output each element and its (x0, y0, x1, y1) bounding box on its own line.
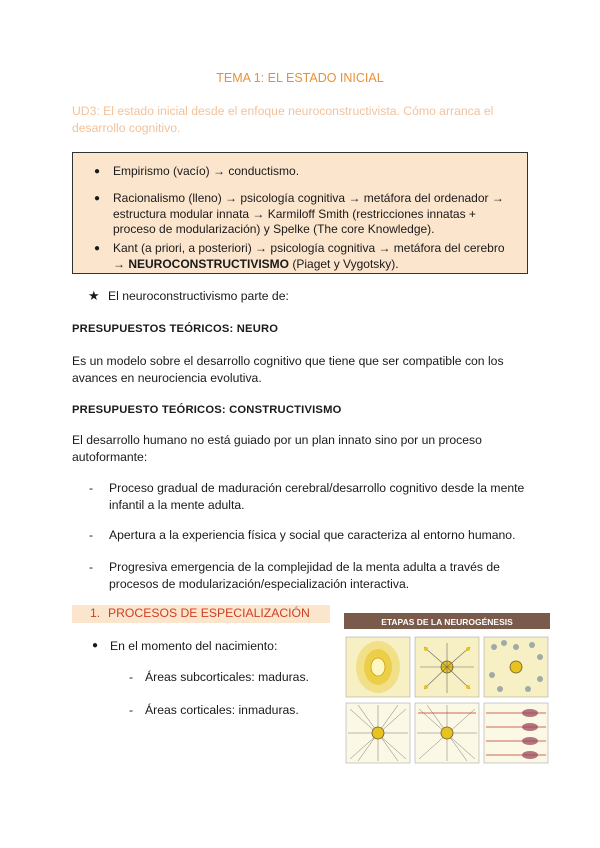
figure-title: ETAPAS DE LA NEUROGÉNESIS (381, 617, 513, 627)
panel-4 (346, 703, 410, 763)
summary-box (72, 152, 528, 274)
bullet-icon: ● (94, 193, 101, 204)
panel-1 (346, 637, 410, 697)
neuroconstructivismo-bold: NEUROCONSTRUCTIVISMO (128, 256, 290, 271)
panel-6 (484, 703, 548, 763)
panel-2 (415, 637, 479, 697)
dash-icon: - (89, 560, 94, 574)
bullet-icon: ● (94, 243, 101, 254)
star-icon: ★ (88, 288, 100, 303)
dash-icon: - (89, 481, 94, 495)
dash-icon: - (89, 528, 94, 542)
section-heading (72, 605, 330, 623)
paragraph-constructivismo: El desarrollo humano no está guiado por un plan innato sino por un proceso autoformante: (72, 433, 482, 464)
dash-icon: - (129, 670, 134, 684)
heading-neuro: PRESUPUESTOS TEÓRICOS: NEURO (72, 323, 279, 335)
box-item-empirismo: ● Empirismo (vacío) → conductismo. (94, 164, 300, 178)
box-item-racionalismo: ● Racionalismo (lleno) → psicología cognitiva → metáfora del ordenador → estructura modular innata → Karmiloff Smith (restricciones innatas + proceso de modularización) y Spelke (The core Knowledge). (94, 191, 504, 236)
section-label: PROCESOS DE ESPECIALIZACIÓN (108, 606, 310, 620)
panel-3 (484, 637, 548, 697)
bullet-icon: ● (92, 640, 99, 651)
subtitle: UD3: El estado inicial desde el enfoque neuroconstructivista. Cómo arranca el desarrollo cognitivo. (72, 104, 494, 135)
bullet-icon: ● (94, 166, 101, 177)
paragraph-neuro: Es un modelo sobre el desarrollo cognitivo que tiene que ser compatible con los avances en neurociencia evolutiva. (72, 354, 504, 385)
heading-constructivismo: PRESUPUESTO TEÓRICOS: CONSTRUCTIVISMO (72, 404, 342, 416)
neurogenesis-figure (344, 613, 550, 765)
page-title: TEMA 1: EL ESTADO INICIAL (216, 71, 384, 85)
panel-5 (415, 703, 479, 763)
dash-icon: - (129, 703, 134, 717)
section-number: 1. (90, 606, 101, 620)
box-item-kant: ● Kant (a priori, a posteriori) → psicología cognitiva → metáfora del cerebro → NEUROCONSTRUCTIVISMO (Piaget y Vygotsky). (94, 241, 505, 271)
